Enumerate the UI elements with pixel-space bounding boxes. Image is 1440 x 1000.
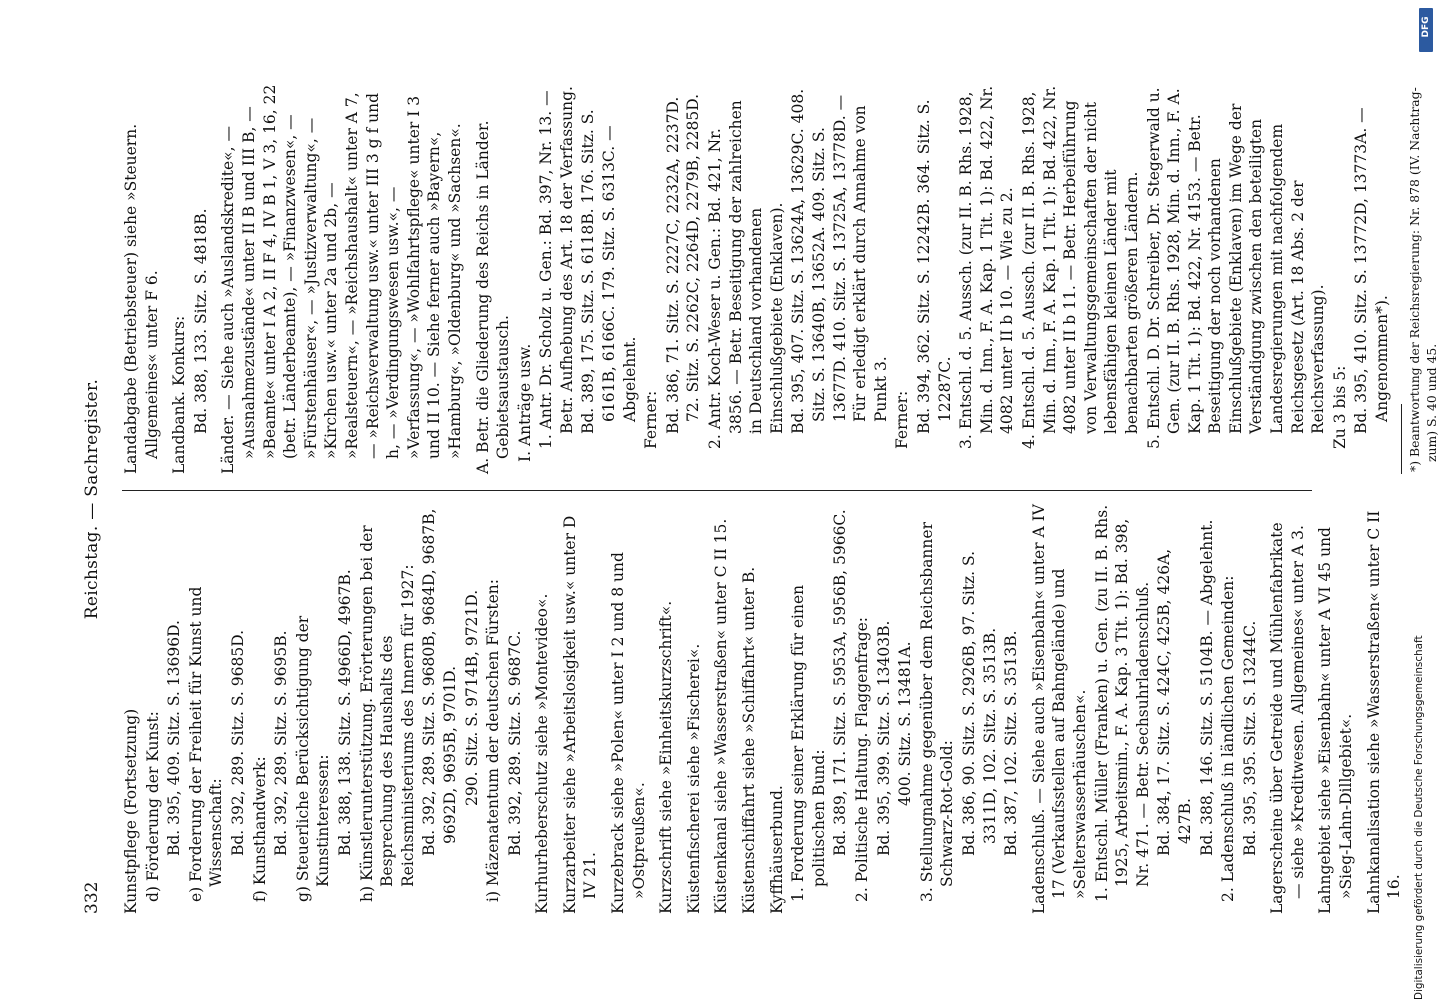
index-entry-line: 3. Entschl. d. 5. Aussch. (zur II. B. Rhs. 1928, Min. d. Inn., F. A. Kap. 1 Tit. 1): Bd. 422, Nr. 4082 unter II b 10. — Wie zu 2. <box>957 85 1017 449</box>
page-header <box>82 84 108 914</box>
index-entry-heading: Landbank. Konkurs: <box>170 315 189 474</box>
index-entry-line: f) Kunsthandwerk: <box>250 756 269 902</box>
index-entry-line: Bd. 392, 289. Sitz. S. 9680B, 9684D, 9687B, 9692D, 9695B, 9701D. <box>420 508 459 856</box>
index-entry-line: Bd. 387, 102. Sitz. S. 3513B. <box>1002 630 1021 856</box>
index-entry-line: Bd. 395, 409. Sitz. S. 13696D. <box>165 620 184 856</box>
index-entry-line: g) Steuerliche Berücksichtigung der Kunstinteressen: <box>293 615 333 902</box>
index-entry-heading: Küstenschiffahrt siehe »Schiffahrt« unter B. <box>740 566 759 914</box>
index-entry-line: Bd. 394, 362. Sitz. S. 12242B. 364. Sitz. S. 12287C. <box>914 99 954 434</box>
page-number: 332 <box>82 881 102 914</box>
footnote-rule <box>1401 404 1402 474</box>
footnote: *) Beantwortung der Reichsregierung: Nr. 878 (IV. Nachtrag-zum) S. 40 und 45. <box>1406 87 1439 472</box>
index-entry-heading: Landabgabe (Betriebsteuer) siehe »Steuern. Allgemeines« unter F 6. <box>122 123 161 474</box>
index-entry-heading: Kurhurheberschutz siehe »Montevideo«. <box>533 593 552 914</box>
index-entry-line: 2. Politische Haltung. Flaggenfrage: <box>853 616 871 902</box>
index-entry-line: Bd. 386, 71. Sitz. S. 2227C, 2232A, 2237D. 72. Sitz. S. 2262C, 2264D, 2279B, 2285D. <box>663 93 703 434</box>
index-entry-line: Bd. 395, 410. Sitz. S. 13772D, 13773A. — Angenommen*). <box>1352 107 1392 434</box>
index-entry-heading: Länder. — Siehe auch »Auslandskredite«, — »Ausnahmezustände« unter II B und III B, — »Beamte« unter I A 2, II F 4, IV B 1, V 3, 16, 22 (betr. Länderbeamte), — »Finanzwesen«, — »Fürstenhäuser«, — »Justizverwaltung«, — »Kirchen usw.« unter 2a und 2b, — »Realsteuern«, — »Reichshaushalt« unter A 7, — »Reichsverwaltung usw.« unter III 3 g f und h, — »Verdingungswesen usw.«, — »Verfassung«, — »Wohlfahrtspflege« unter I 3 und II 10. — Siehe ferner auch »Bayern«, »Hamburg«, »Oldenburg« und »Sachsen«. <box>219 84 464 474</box>
index-entry-heading: Ladenschluß. — Siehe auch »Eisenbahn« unter A IV 17 (Verkaufsstellen auf Bahngelände) und »Selterswasserhäuschen«. <box>1029 504 1089 914</box>
index-entry-heading: Kunstpflege (Fortsetzung) <box>122 708 140 914</box>
index-entry-heading: Lahngebiet siehe »Eisenbahn« unter A VI 45 und »Sieg-Lahn-Dillgebiet«. <box>1316 527 1356 914</box>
index-entry-line: Bd. 388, 138. Sitz. S. 4966D, 4967B. <box>335 569 354 856</box>
index-entry-line: 2. Antr. Koch-Weser u. Gen.: Bd. 421, Nr. 3856. — Betr. Beseitigung der zahlreichen in Deutschland vorhandenen Einschlußgebiete (Enklaven). <box>706 100 786 449</box>
index-entry-line: 1. Antr. Dr. Scholz u. Gen.: Bd. 397, Nr. 13. — Betr. Aufhebung des Art. 18 der Verfassung. <box>537 86 576 449</box>
index-entry-line: 1. Entschl. Müller (Franken) u. Gen. (zu II. B. Rhs. 1925, Arbeitsmin., F. A. Kap. 3 Tit. 1): Bd. 398, Nr. 471. — Betr. Sechsuhrladenschluß. <box>1092 504 1152 902</box>
index-entry-line: Bd. 384, 17. Sitz. S. 424C, 425B, 426A, 427B. <box>1155 548 1194 856</box>
index-entry-line: Bd. 389, 175. Sitz. S. 6118B. 176. Sitz. S. 6161B, 6166C. 179. Sitz. S. 6313C. — Abgelehnt. <box>579 109 639 434</box>
right-column <box>114 84 1440 474</box>
index-entry-heading: Kurzebrack siehe »Polen« unter I 2 und 8 und »Ostpreußen«. <box>609 552 648 914</box>
index-entry-line: Bd. 389, 171. Sitz. S. 5953A, 5956B, 5966C. <box>831 509 850 856</box>
index-entry-line: 1. Forderung seiner Erklärung für einen politischen Bund: <box>789 584 828 902</box>
dfg-credit-text: Digitalisierung gefördert durch die Deutsche Forschungsgemeinschaft <box>1413 635 1425 1000</box>
dfg-logo-text: DFG <box>1421 16 1431 38</box>
index-entry-line: 3. Stellungnahme gegenüber dem Reichsbanner Schwarz-Rot-Gold: <box>917 522 957 902</box>
page-title: Reichstag. — Sachregister. <box>82 378 102 620</box>
index-entry-line: d) Förderung der Kunst: <box>143 711 162 902</box>
index-entry-line: 400. Sitz. S. 13481A. <box>896 641 915 806</box>
index-entry-line: 2. Ladenschluß in ländlichen Gemeinden: <box>1219 575 1238 902</box>
index-entry-line: 290. Sitz. S. 9714B, 9721D. <box>462 589 481 806</box>
index-entry-line: h) Künstlerunterstützung. Erörterungen bei der Besprechung des Haushalts des Reichsministeriums des Innern für 1927: <box>357 525 417 902</box>
index-entry-line: Ferner: <box>642 390 661 449</box>
index-entry-line: i) Mäzenatentum der deutschen Fürsten: <box>484 579 503 902</box>
index-entry-line: Bd. 392, 289. Sitz. S. 9687C. <box>505 630 524 856</box>
index-entry-heading: A. Betr. die Gliederung des Reichs in Länder. Gebietsaustausch. <box>473 120 513 474</box>
index-entry-line: I. Anträge usw. <box>515 343 534 462</box>
index-entry-line: Zu 3 bis 5: <box>1330 365 1349 449</box>
index-entry-line: Bd. 392, 289. Sitz. S. 9685D. <box>228 629 247 856</box>
index-entry-heading: Kurzschrift siehe »Einheitskurzschrift«. <box>657 600 676 914</box>
index-entry-line: Bd. 392, 289. Sitz. S. 9695B. <box>272 630 291 856</box>
left-column <box>114 502 1406 914</box>
index-entry-heading: Lahnkanalisation siehe »Wasserstraßen« unter C II 16. <box>1364 510 1404 914</box>
index-entry-line: Bd. 395, 395. Sitz. S. 13244C. <box>1240 620 1259 856</box>
index-entry-heading: Kyffhäuserbund. <box>767 785 786 914</box>
index-entry-line: Bd. 395, 407. Sitz. S. 13624A, 13629C. 408. Sitz. S. 13640B, 13652A. 409. Sitz. S. 13677D. 410. Sitz. S. 13725A, 13778D. — Für erledigt erklärt durch Annahme von Punkt 3. <box>789 88 890 434</box>
dfg-logo <box>1419 8 1433 52</box>
dfg-credit-strip <box>1405 0 1431 1000</box>
index-entry-heading: Lagerscheine über Getreide und Mühlenfabrikate — siehe »Kreditwesen. Allgemeines« unter A 3. <box>1268 522 1307 914</box>
index-entry-line: Bd. 386, 90. Sitz. S. 2926B, 97. Sitz. S. 3311D, 102. Sitz. S. 3513B. <box>959 550 999 856</box>
index-entry-line: 4. Entschl. d. 5. Aussch. (zur II. B. Rhs. 1928, Min. d. Inn., F. A. Kap. 1 Tit. 1): Bd. 422, Nr. 4082 unter II b 11. — Betr. Herbeiführung von Verwaltungsgemeinschaften der nicht lebensfähigen kleinen Länder mit benachbarten größeren Ländern. <box>1019 85 1141 449</box>
index-entry-line: Ferner: <box>893 390 912 449</box>
index-entry-line: e) Forderung der Freiheit für Kunst und Wissenschaft: <box>186 586 226 902</box>
index-entry-heading: Kurzarbeiter siehe »Arbeitslosigkeit usw.« unter D IV 21. <box>560 515 600 914</box>
column-divider <box>122 490 1312 491</box>
index-entry-heading: Küstenkanal siehe »Wasserstraßen« unter C II 15. <box>712 518 731 914</box>
index-entry-heading: Küstenfischerei siehe »Fischerei«. <box>684 643 703 914</box>
index-entry-line: Bd. 395, 399. Sitz. S. 13403B. <box>874 620 893 856</box>
index-entry-line: 5. Entschl. D. Dr. Schreiber, Dr. Stegerwald u. Gen. (zur II. B. Rhs. 1928, Min. d. Inn., F. A. Kap. 1 Tit. 1): Bd. 422, Nr. 4153. — Betr. Beseitigung der noch vorhandenen Einschlußgebiete (Enklaven) im Wege der Verständigung zwischen den beteiligten Landesregierungen mit nachfolgendem Reichsgesetz (Art. 18 Abs. 2 der Reichsverfassung). <box>1144 87 1328 449</box>
index-entry-line: Bd. 388, 133. Sitz. S. 4818B. <box>191 208 210 434</box>
index-entry-line: Bd. 388, 146. Sitz. S. 5104B. — Abgelehnt. <box>1197 519 1216 856</box>
